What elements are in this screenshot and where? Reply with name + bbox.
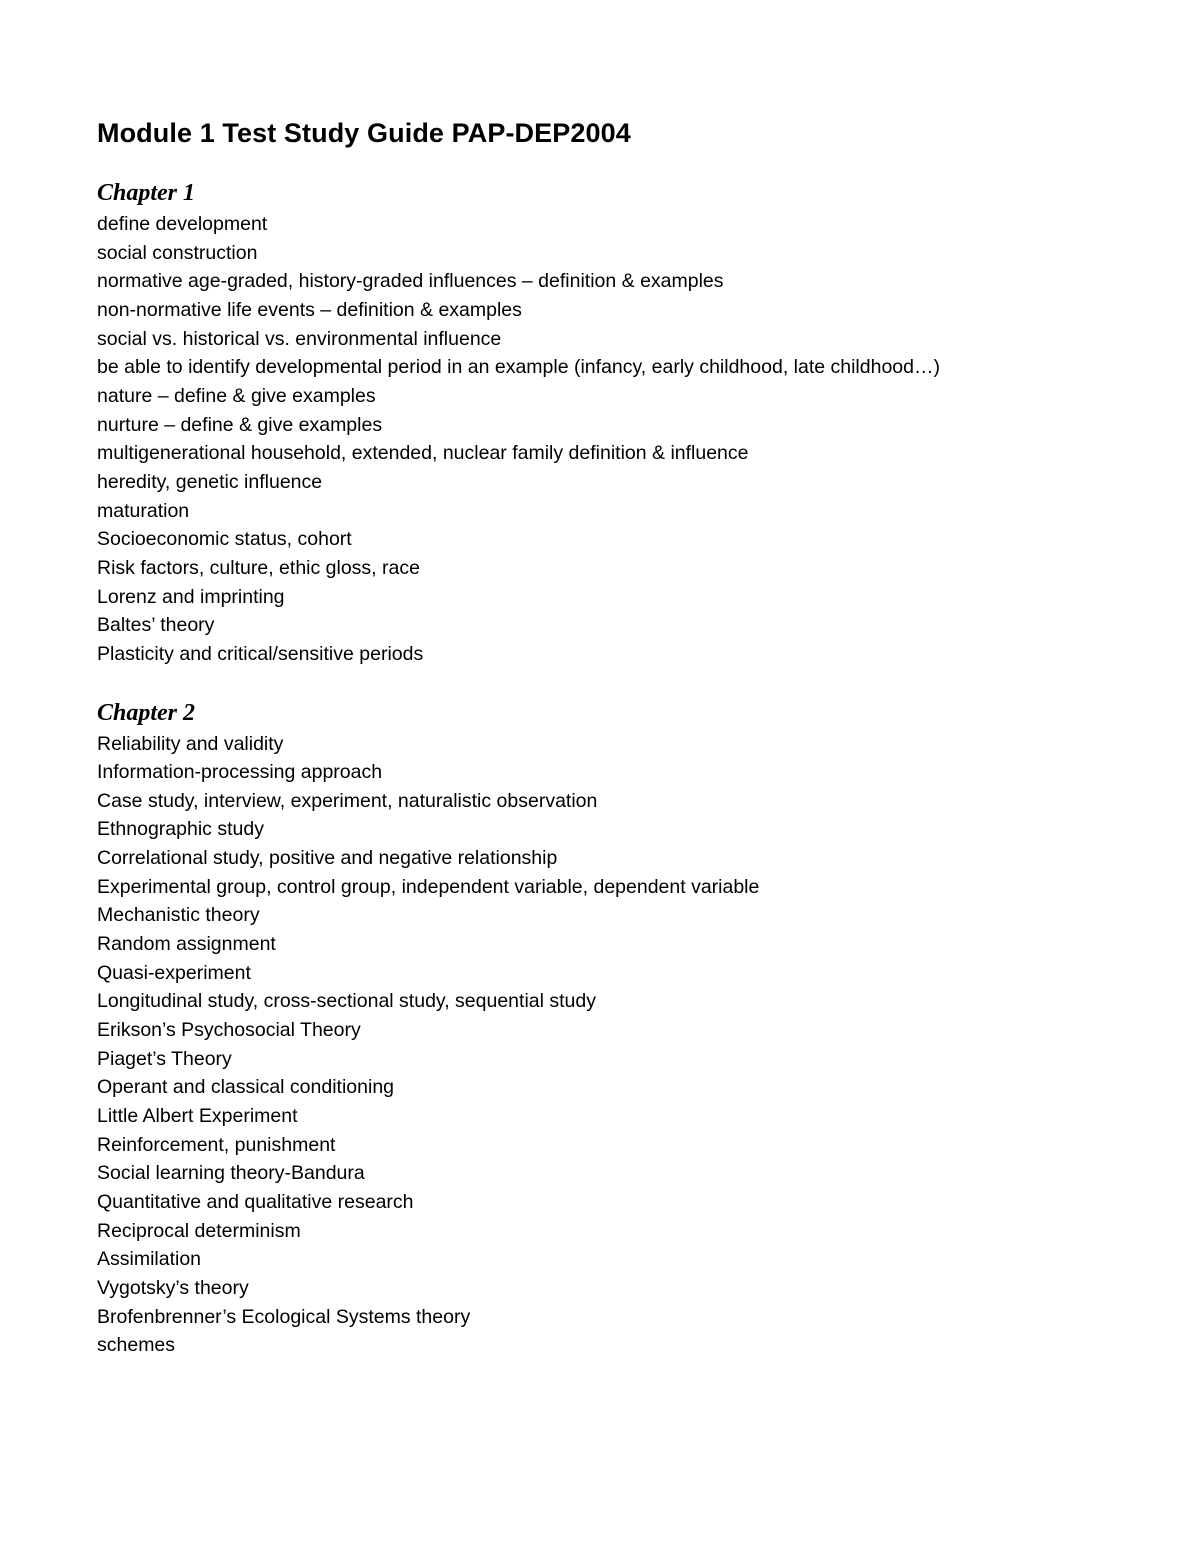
chapter-2-section	[97, 696, 1147, 1360]
list-item: be able to identify developmental period in an example (infancy, early childhood, late childhood…)	[97, 356, 940, 379]
list-item: Random assignment	[97, 933, 276, 956]
list-item: define development	[97, 213, 268, 235]
list-item: Plasticity and critical/sensitive periods	[97, 642, 424, 665]
chapter-1-section	[97, 176, 1147, 669]
chapter-1-heading: Chapter 1	[97, 180, 196, 206]
list-item: Social learning theory-Bandura	[97, 1162, 365, 1185]
list-item: Longitudinal study, cross-sectional study, sequential study	[97, 990, 596, 1013]
list-item: normative age-graded, history-graded influences – definition & examples	[97, 270, 724, 293]
list-item: Assimilation	[97, 1248, 202, 1271]
list-item: maturation	[97, 499, 190, 522]
list-item: Reinforcement, punishment	[97, 1133, 336, 1156]
list-item: Operant and classical conditioning	[97, 1076, 395, 1099]
document-title: Module 1 Test Study Guide PAP-DEP2004	[97, 118, 631, 148]
list-item: Little Albert Experiment	[97, 1105, 298, 1128]
list-item: nature – define & give examples	[97, 384, 376, 407]
chapter-1-topic-list	[97, 210, 1147, 669]
list-item: Ethnographic study	[97, 818, 264, 841]
list-item: Vygotsky’s theory	[97, 1276, 249, 1299]
list-item: Reciprocal determinism	[97, 1219, 301, 1242]
list-item: Quantitative and qualitative research	[97, 1191, 414, 1213]
list-item: Reliability and validity	[97, 732, 284, 755]
list-item: Case study, interview, experiment, naturalistic observation	[97, 789, 598, 812]
list-item: schemes	[97, 1334, 176, 1357]
list-item: Brofenbrenner’s Ecological Systems theory	[97, 1305, 471, 1328]
list-item: social construction	[97, 241, 258, 264]
list-item: heredity, genetic influence	[97, 470, 323, 493]
list-item: Baltes’ theory	[97, 614, 215, 637]
list-item: Mechanistic theory	[97, 904, 260, 927]
list-item: nurture – define & give examples	[97, 413, 383, 436]
list-item: Experimental group, control group, independent variable, dependent variable	[97, 875, 760, 898]
list-item: non-normative life events – definition & examples	[97, 298, 522, 321]
list-item: Erikson’s Psychosocial Theory	[97, 1019, 361, 1042]
list-item: Quasi-experiment	[97, 961, 251, 984]
chapter-2-topic-list	[97, 730, 1147, 1360]
list-item: multigenerational household, extended, nuclear family definition & influence	[97, 442, 749, 465]
list-item: Information-processing approach	[97, 761, 383, 784]
document-page	[97, 112, 1147, 1360]
list-item: social vs. historical vs. environmental influence	[97, 327, 502, 350]
list-item: Piaget’s Theory	[97, 1047, 232, 1070]
list-item: Risk factors, culture, ethic gloss, race	[97, 556, 420, 579]
list-item: Correlational study, positive and negative relationship	[97, 847, 558, 870]
chapter-2-heading: Chapter 2	[97, 699, 196, 726]
list-item: Lorenz and imprinting	[97, 585, 285, 608]
list-item: Socioeconomic status, cohort	[97, 528, 352, 551]
